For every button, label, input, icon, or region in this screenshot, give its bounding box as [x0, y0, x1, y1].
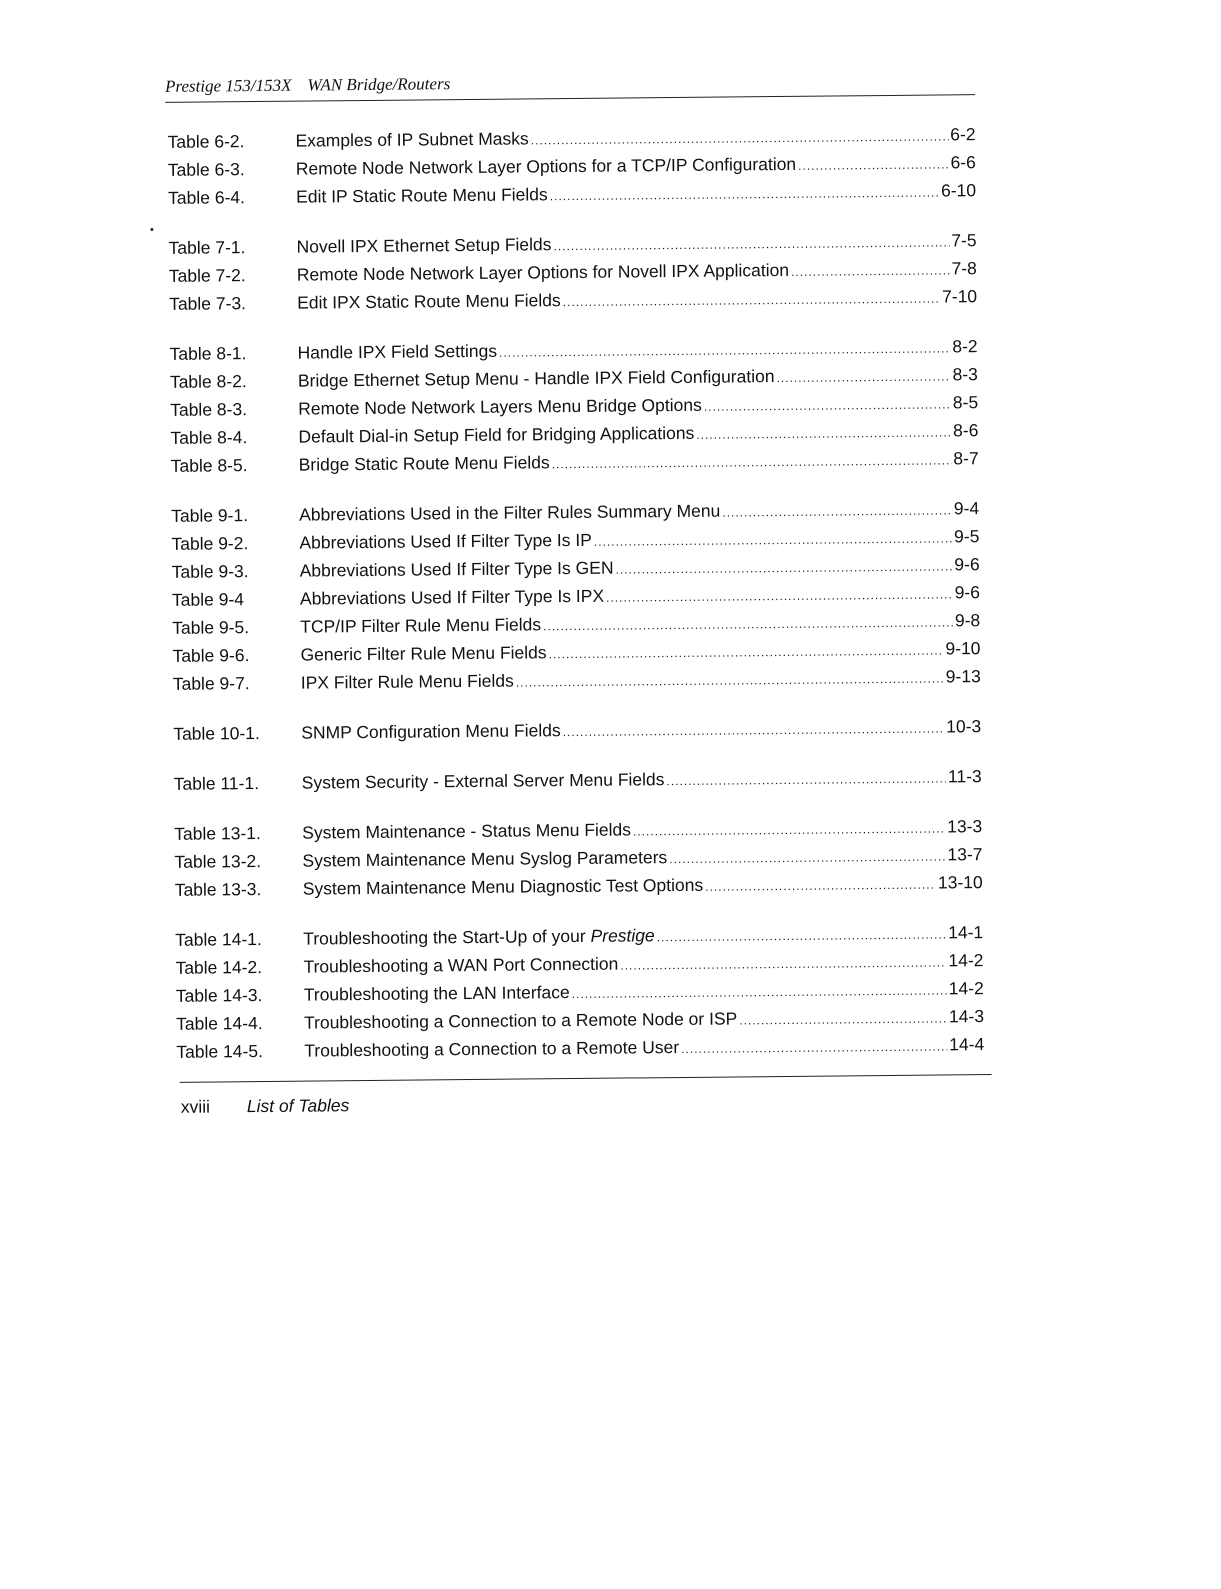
table-title-text: Generic Filter Rule Menu Fields [300, 642, 547, 665]
table-title-text: Bridge Ethernet Setup Menu - Handle IPX Field Configuration [297, 366, 775, 391]
table-number: Table 13-3. [174, 879, 262, 900]
table-number: Table 8-3. [170, 399, 248, 420]
table-number: Table 9-6. [172, 645, 250, 666]
table-number: Table 9-7. [172, 673, 250, 694]
table-title-text: Troubleshooting the LAN Interface [303, 982, 570, 1005]
table-number: Table 13-2. [174, 851, 262, 872]
page-reference: 6-10 [940, 180, 977, 201]
table-number: Table 14-1. [175, 929, 262, 950]
table-title-text: Handle IPX Field Settings [297, 340, 498, 363]
table-number: Table 7-2. [168, 265, 246, 286]
table-number: Table 6-3. [167, 159, 245, 180]
table-title [297, 337, 497, 367]
dot-leader [776, 360, 950, 392]
page-reference: 13-10 [937, 872, 983, 893]
toc-group [171, 494, 981, 698]
page-reference: 9-8 [954, 610, 981, 631]
table-title [300, 554, 614, 585]
page-reference: 7-5 [951, 230, 977, 251]
toc-entry [174, 762, 982, 798]
dot-leader [563, 282, 941, 316]
table-title [302, 815, 631, 846]
table-number: Table 9-5. [172, 617, 250, 638]
table-title [304, 1033, 679, 1065]
page-reference: 14-1 [948, 922, 984, 943]
footer-page-number: xviii [180, 1096, 211, 1117]
table-number: Table 9-4 [171, 589, 245, 610]
toc-group [167, 120, 976, 212]
table-title-text: Troubleshooting a Connection to a Remote Node or ISP [303, 1008, 738, 1033]
table-title-text: System Maintenance Menu Diagnostic Test Options [302, 874, 704, 899]
table-title-text: System Security - External Server Menu Fields [301, 769, 665, 793]
list-of-tables [167, 120, 984, 1088]
table-number: Table 8-5. [170, 455, 248, 476]
header-subtitle: WAN Bridge/Routers [307, 74, 451, 95]
table-title [302, 843, 667, 875]
page-reference: 9-13 [945, 666, 981, 687]
table-title-text: Abbreviations Used If Filter Type Is IP [299, 529, 592, 553]
page-reference: 7-10 [941, 286, 978, 307]
dot-leader [516, 662, 944, 696]
table-title [301, 667, 514, 697]
table-title [303, 921, 655, 952]
toc-group [173, 712, 981, 748]
table-number: Table 9-3. [171, 561, 249, 582]
table-number: Table 7-3. [169, 293, 247, 314]
table-number: Table 11-1. [173, 773, 260, 794]
table-title-text: Bridge Static Route Menu Fields [298, 452, 550, 475]
page-reference: 13-7 [947, 844, 983, 865]
table-title-text: Remote Node Network Layer Options for a TCP/IP Configuration [295, 153, 797, 179]
page-reference: 13-3 [947, 816, 983, 837]
table-title [299, 448, 550, 478]
page-reference: 8-2 [952, 336, 978, 357]
dot-leader [681, 1030, 947, 1063]
footer-section-name: List of Tables [246, 1095, 350, 1117]
table-title-text: Novell IPX Ethernet Setup Fields [296, 234, 552, 257]
toc-entry [173, 712, 981, 748]
table-number: Table 9-2. [171, 533, 249, 554]
page-reference: 9-6 [954, 582, 981, 603]
table-title [300, 610, 541, 640]
page-reference: 14-2 [948, 950, 984, 971]
page-reference: 14-2 [948, 978, 984, 999]
table-number: Table 8-4. [170, 427, 248, 448]
dot-leader [791, 254, 950, 286]
table-title [299, 526, 592, 557]
page-reference: 7-8 [951, 258, 977, 279]
page-reference: 9-4 [953, 498, 980, 519]
page-footer [181, 1095, 350, 1118]
table-number: Table 13-1. [174, 823, 261, 844]
table-number: Table 6-4. [168, 187, 246, 208]
table-number: Table 14-2. [175, 957, 263, 978]
page-reference: 8-3 [952, 364, 978, 385]
page-reference: 9-5 [954, 526, 980, 547]
table-number: Table 14-4. [175, 1013, 263, 1034]
table-title-text: TCP/IP Filter Rule Menu Fields [300, 614, 542, 637]
table-number: Table 14-3. [175, 985, 263, 1006]
table-title [301, 716, 561, 746]
table-title-text: Remote Node Network Layers Menu Bridge Options [298, 394, 702, 419]
table-title [299, 497, 720, 529]
table-title-italic: Prestige [590, 925, 655, 946]
table-title [302, 765, 665, 796]
page-reference: 10-3 [946, 716, 982, 737]
header-product: Prestige 153/153X [164, 75, 292, 96]
page-reference: 8-6 [952, 420, 979, 441]
table-title [296, 180, 548, 210]
table-number: Table 8-1. [169, 343, 247, 364]
dot-leader [739, 1002, 947, 1034]
dot-leader [705, 869, 936, 901]
table-number: Table 9-1. [171, 505, 249, 526]
toc-group [175, 918, 984, 1066]
table-title-text: Edit IP Static Route Menu Fields [296, 184, 548, 207]
page-reference: 8-5 [952, 392, 979, 413]
table-title [296, 230, 551, 260]
dot-leader [666, 762, 946, 795]
table-number: Table 10-1. [173, 723, 260, 744]
table-title [303, 871, 704, 903]
table-title [303, 950, 618, 981]
table-number: Table 14-5. [176, 1041, 264, 1062]
table-title [304, 1004, 737, 1036]
table-number: Table 6-2. [167, 131, 245, 152]
page-reference: 9-6 [954, 554, 980, 575]
table-title-text: System Maintenance - Status Menu Fields [302, 819, 632, 843]
table-title [298, 391, 702, 423]
table-title [304, 978, 570, 1009]
page-reference: 14-3 [948, 1006, 985, 1027]
running-header [165, 68, 975, 103]
dot-leader [550, 176, 940, 210]
dot-leader [552, 444, 952, 478]
table-title-text: Edit IPX Static Route Menu Fields [297, 290, 561, 313]
table-number: Table 8-2. [169, 371, 247, 392]
toc-group [174, 762, 982, 798]
toc-group [174, 812, 983, 904]
table-title-text: Remote Node Network Layer Options for Novell IPX Application [296, 259, 790, 285]
table-title [300, 638, 546, 668]
dot-leader [798, 148, 949, 179]
toc-group [168, 226, 977, 318]
page-reference: 9-10 [945, 638, 981, 659]
page-reference: 6-6 [950, 152, 976, 173]
stray-mark [150, 228, 153, 231]
dot-leader [563, 712, 945, 746]
table-title-text: SNMP Configuration Menu Fields [301, 720, 561, 743]
table-title-text: Examples of IP Subnet Masks [295, 128, 529, 151]
table-title-text: Troubleshooting the Start-Up of your [303, 925, 586, 949]
table-title [295, 124, 528, 154]
page-reference: 11-3 [947, 766, 982, 787]
page-reference: 8-7 [953, 448, 979, 469]
table-title-text: Abbreviations Used If Filter Type Is GEN [299, 557, 614, 581]
table-title-text: Abbreviations Used If Filter Type Is IPX [299, 585, 605, 609]
table-number: Table 7-1. [168, 237, 246, 258]
table-title [298, 419, 694, 451]
table-title-text: System Maintenance Menu Syslog Parameters [302, 847, 668, 871]
table-title [297, 286, 561, 317]
toc-group [169, 332, 978, 480]
page-reference: 6-2 [950, 124, 976, 145]
table-title-text: IPX Filter Rule Menu Fields [300, 670, 514, 693]
table-title-text: Default Dial-in Setup Field for Bridging Applications [298, 422, 695, 447]
table-title-text: Troubleshooting a Connection to a Remote User [304, 1037, 680, 1061]
page-reference: 14-4 [949, 1034, 985, 1055]
table-title [298, 362, 775, 395]
table-title-text: Troubleshooting a WAN Port Connection [303, 953, 619, 977]
table-title [300, 582, 604, 613]
table-title-text: Abbreviations Used in the Filter Rules Summary Menu [299, 500, 721, 525]
